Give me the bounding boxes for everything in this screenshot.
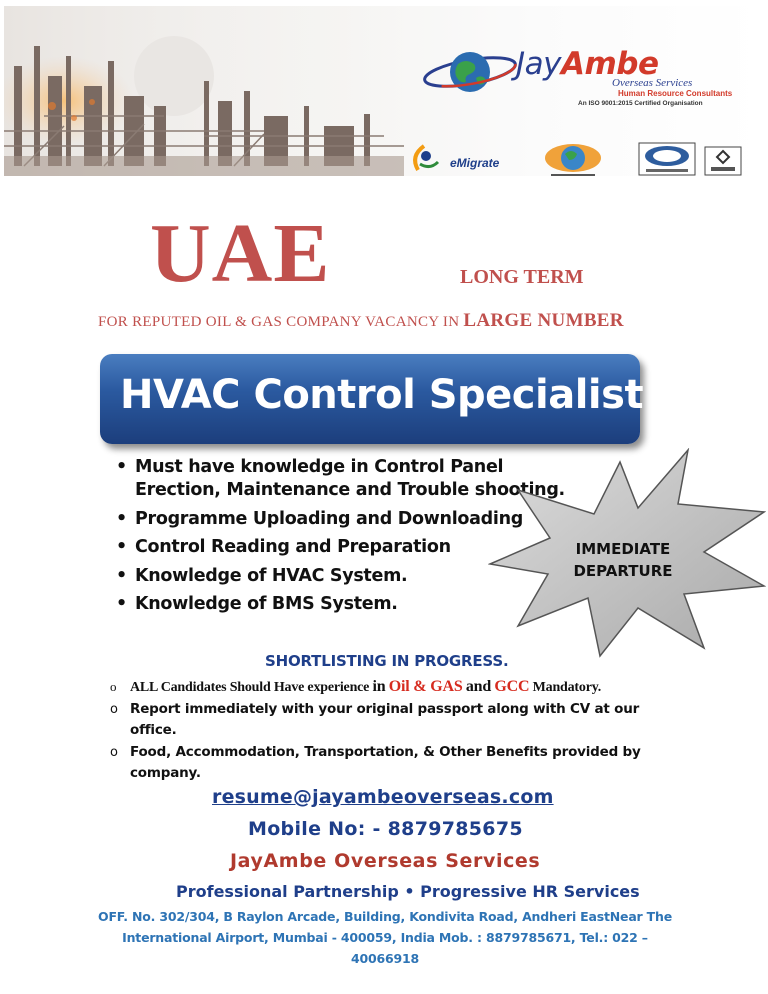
job-title: HVAC Control Specialist [120,372,644,418]
requirement-item: • Knowledge of HVAC System. [116,565,575,588]
brand-tagline: Human Resource Consultants [618,89,733,98]
contract-term: LONG TERM [460,266,584,288]
note-report: o Report immediately with your original passport along with CV at our office. [108,699,668,741]
office-address: OFF. No. 302/304, B Raylon Arcade, Building, Kondivita Road, Andheri EastNear The International Airport, Mumbai - 400059, India Mob. : 8879785671, Tel.: 022 – 40066918 [98,909,672,966]
vacancy-line: FOR REPUTED OIL & GAS COMPANY VACANCY IN LARGE NUMBER [98,310,624,331]
brand-name: JayAmbe [516,46,659,82]
emigrate-label: eMigrate [450,156,500,170]
shortlisting-heading: SHORTLISTING IN PROGRESS. [265,652,509,670]
company-name: JayAmbe Overseas Services [230,850,541,872]
requirement-item: • Must have knowledge in Control Panel Erection, Maintenance and Trouble shooting. [116,456,575,502]
note-experience: o ALL Candidates Should Have experience in Oil & GAS and GCC Mandatory. [108,676,668,698]
ukas-logo-icon [704,146,742,176]
globe-logo-icon [422,44,518,100]
email-link[interactable]: resume@jayambeoverseas.com [212,786,554,808]
requirement-item: • Knowledge of BMS System. [116,593,575,616]
iso-certification-icon [638,142,696,176]
company-tagline: Professional Partnership • Progressive HR Services [176,882,640,901]
immediate-departure-badge: IMMEDIATE DEPARTURE [573,540,673,580]
ministry-logo-icon [541,140,605,176]
mobile-number: Mobile No: - 8879785675 [248,818,523,840]
notes-list [108,676,668,785]
header-banner [4,6,764,176]
brand-subtitle: Overseas Services [612,77,693,89]
requirement-item: • Control Reading and Preparation [116,536,575,559]
requirement-item: • Programme Uploading and Downloading [116,508,575,531]
country-title: UAE [150,207,331,300]
iso-statement: An ISO 9001:2015 Certified Organisation [578,100,703,107]
refinery-image [4,6,404,176]
note-benefits: o Food, Accommodation, Transportation, & Other Benefits provided by company. [108,742,668,784]
